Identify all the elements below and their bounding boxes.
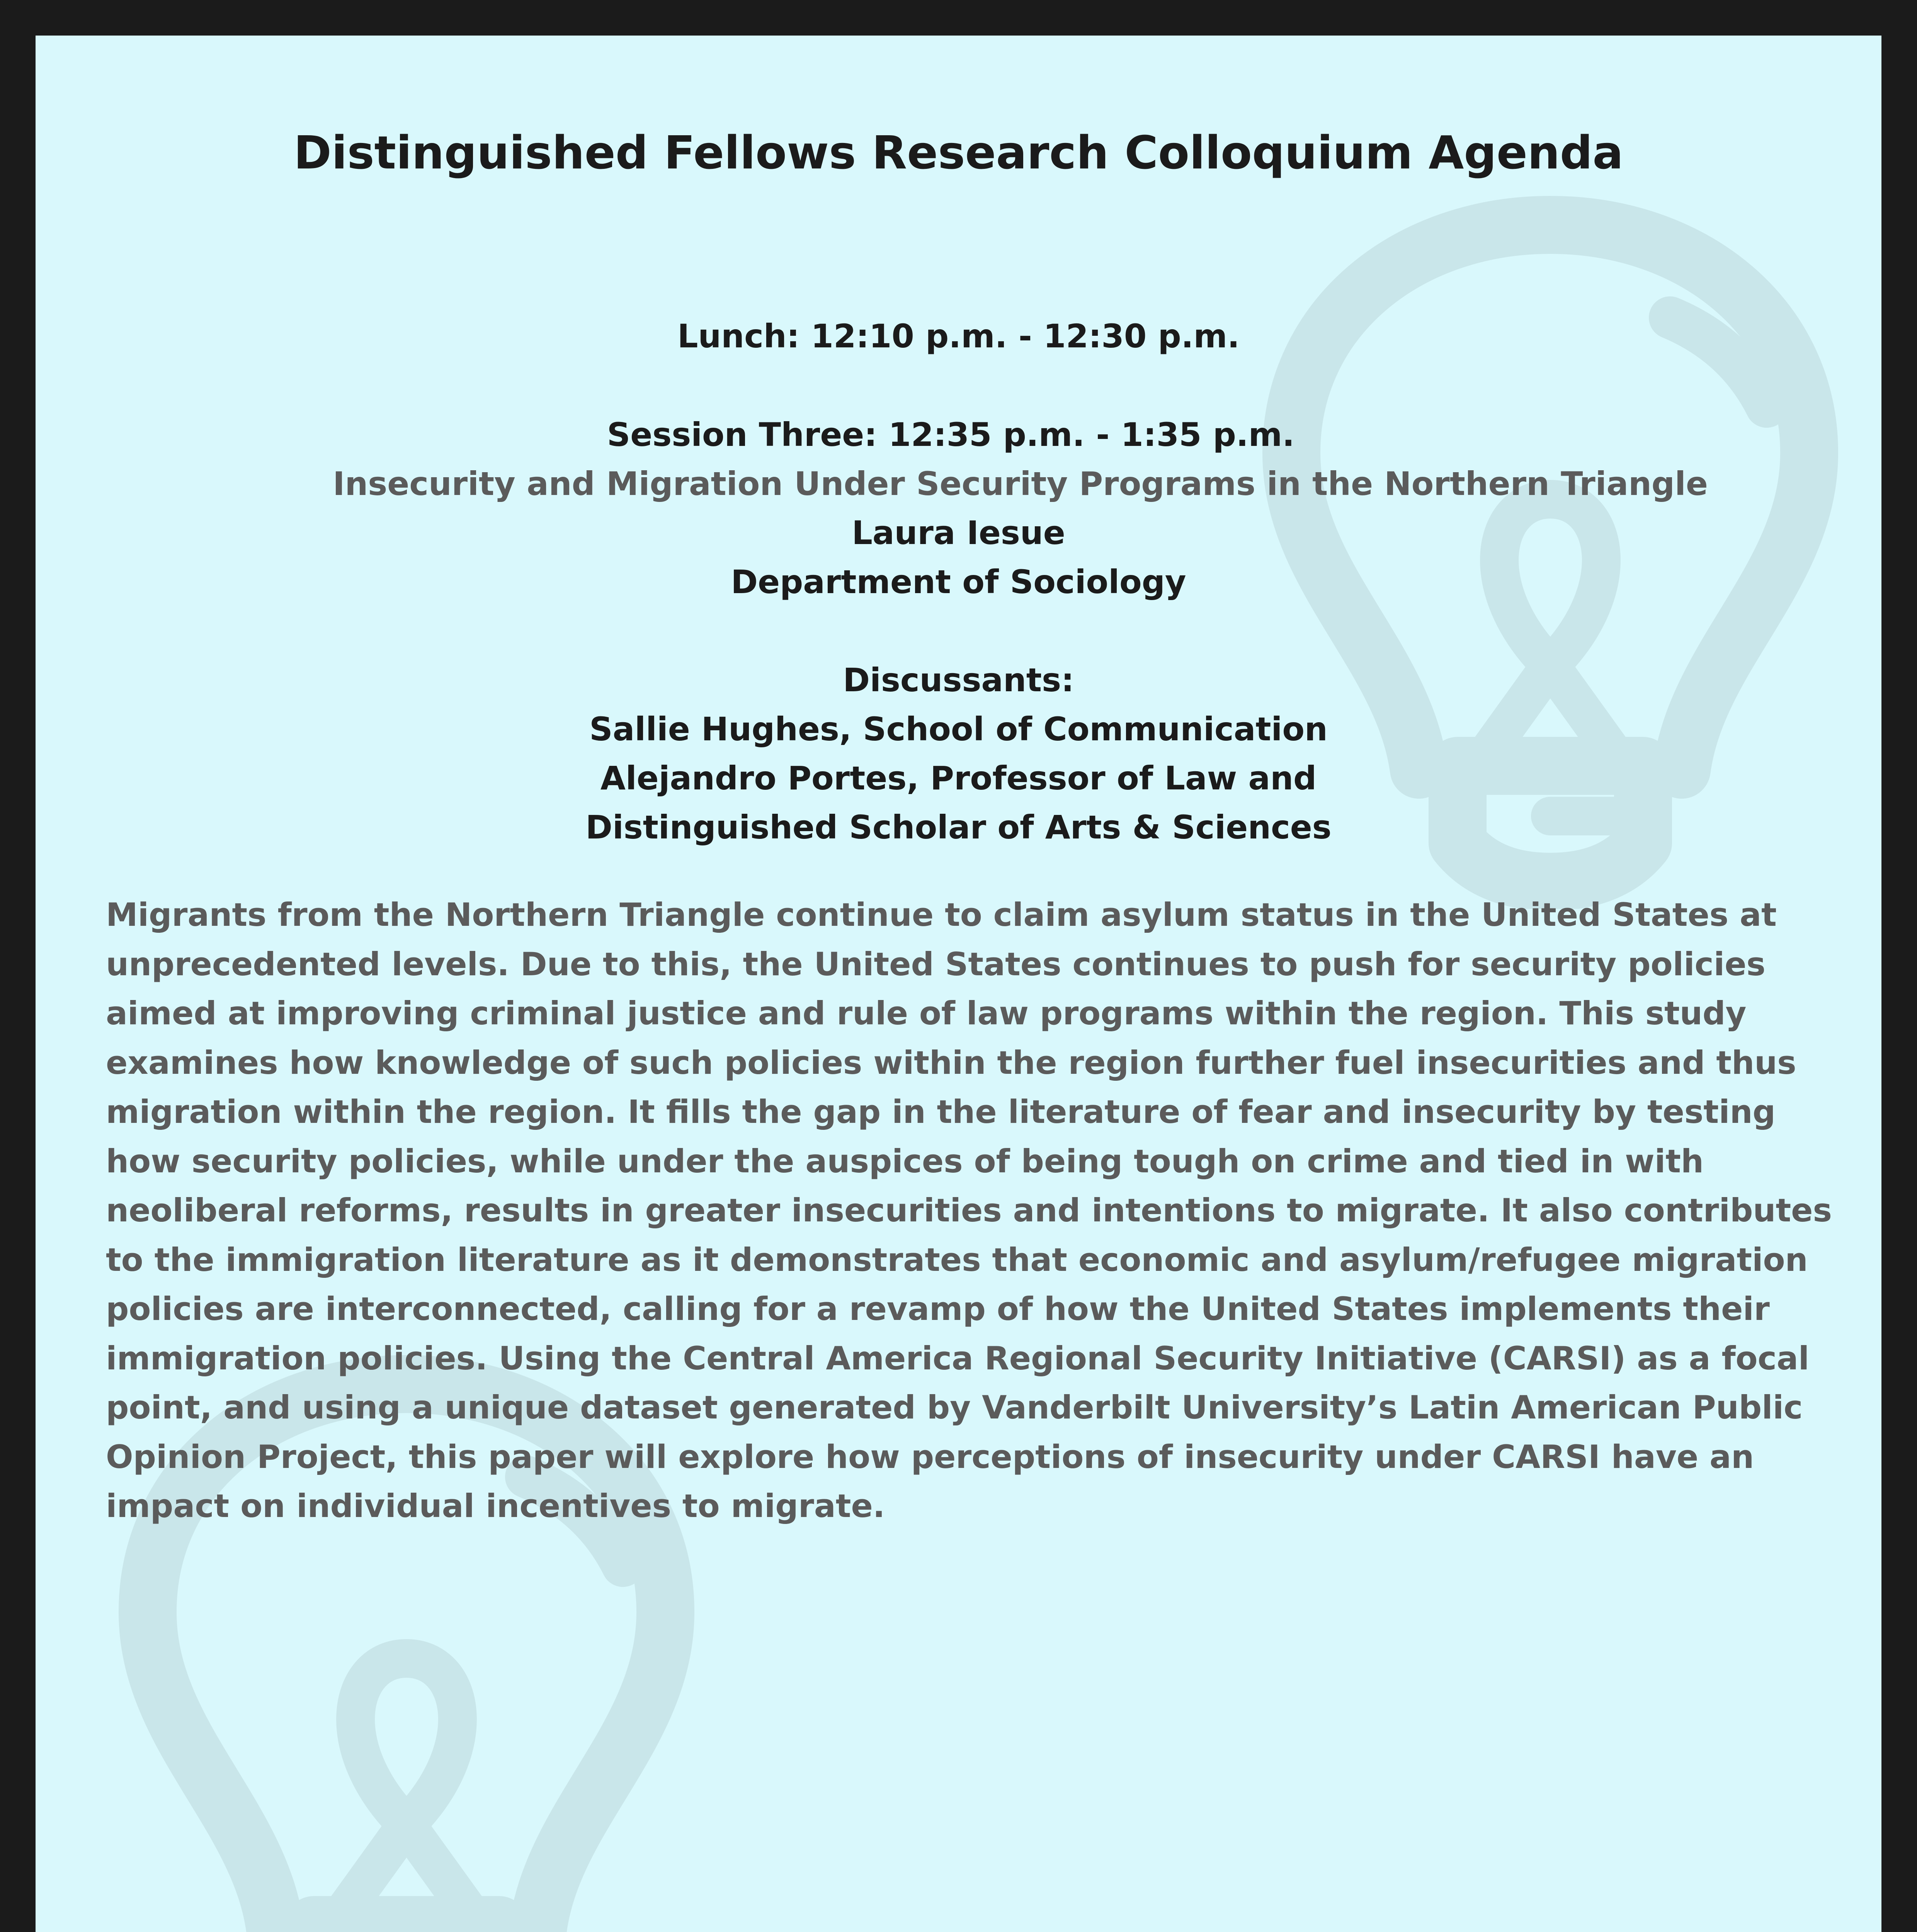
session-block xyxy=(36,410,1881,607)
abstract-line: neoliberal reforms, results in greater insecurities and intentions to migrate. It also contributes xyxy=(106,1192,1832,1229)
abstract-line: to the immigration literature as it demonstrates that economic and asylum/refugee migration xyxy=(106,1241,1808,1279)
abstract-line: aimed at improving criminal justice and rule of law programs within the region. This study xyxy=(106,995,1747,1032)
abstract-line: Opinion Project, this paper will explore how perceptions of insecurity under CARSI have an xyxy=(106,1438,1754,1476)
discussants-heading: Discussants: xyxy=(843,661,1074,699)
abstract-line: how security policies, while under the auspices of being tough on crime and tied in with xyxy=(106,1142,1704,1180)
lunch-time: Lunch: 12:10 p.m. - 12:30 p.m. xyxy=(677,317,1240,355)
presenter-department: Department of Sociology xyxy=(731,563,1186,601)
abstract-line: impact on individual incentives to migrate. xyxy=(106,1487,885,1525)
abstract-line: migration within the region. It fills the gap in the literature of fear and insecurity by testing xyxy=(106,1093,1776,1131)
page-title: Distinguished Fellows Research Colloquium Agenda xyxy=(294,126,1623,179)
abstract-line: policies are interconnected, calling for a revamp of how the United States implements their xyxy=(106,1290,1770,1328)
discussant-line: Sallie Hughes, School of Communication xyxy=(589,710,1328,748)
paper-title: Insecurity and Migration Under Security Programs in the Northern Triangle xyxy=(333,465,1708,503)
abstract-paragraph xyxy=(106,890,1852,1531)
abstract-line: Migrants from the Northern Triangle continue to claim asylum status in the United States at xyxy=(106,896,1777,934)
abstract-line: point, and using a unique dataset generated by Vanderbilt University’s Latin American Public xyxy=(106,1389,1803,1426)
discussant-line: Distinguished Scholar of Arts & Sciences xyxy=(585,808,1332,846)
abstract-line: unprecedented levels. Due to this, the United States continues to push for security policies xyxy=(106,945,1766,983)
presenter-name: Laura Iesue xyxy=(852,514,1065,552)
discussants-block xyxy=(36,656,1881,852)
abstract-line: immigration policies. Using the Central America Regional Security Initiative (CARSI) as a focal xyxy=(106,1339,1810,1377)
session-heading: Session Three: 12:35 p.m. - 1:35 p.m. xyxy=(607,416,1295,454)
abstract-line: examines how knowledge of such policies within the region further fuel insecurities and thus xyxy=(106,1044,1796,1082)
flyer-page xyxy=(36,36,1881,1932)
discussant-line: Alejandro Portes, Professor of Law and xyxy=(600,759,1317,797)
